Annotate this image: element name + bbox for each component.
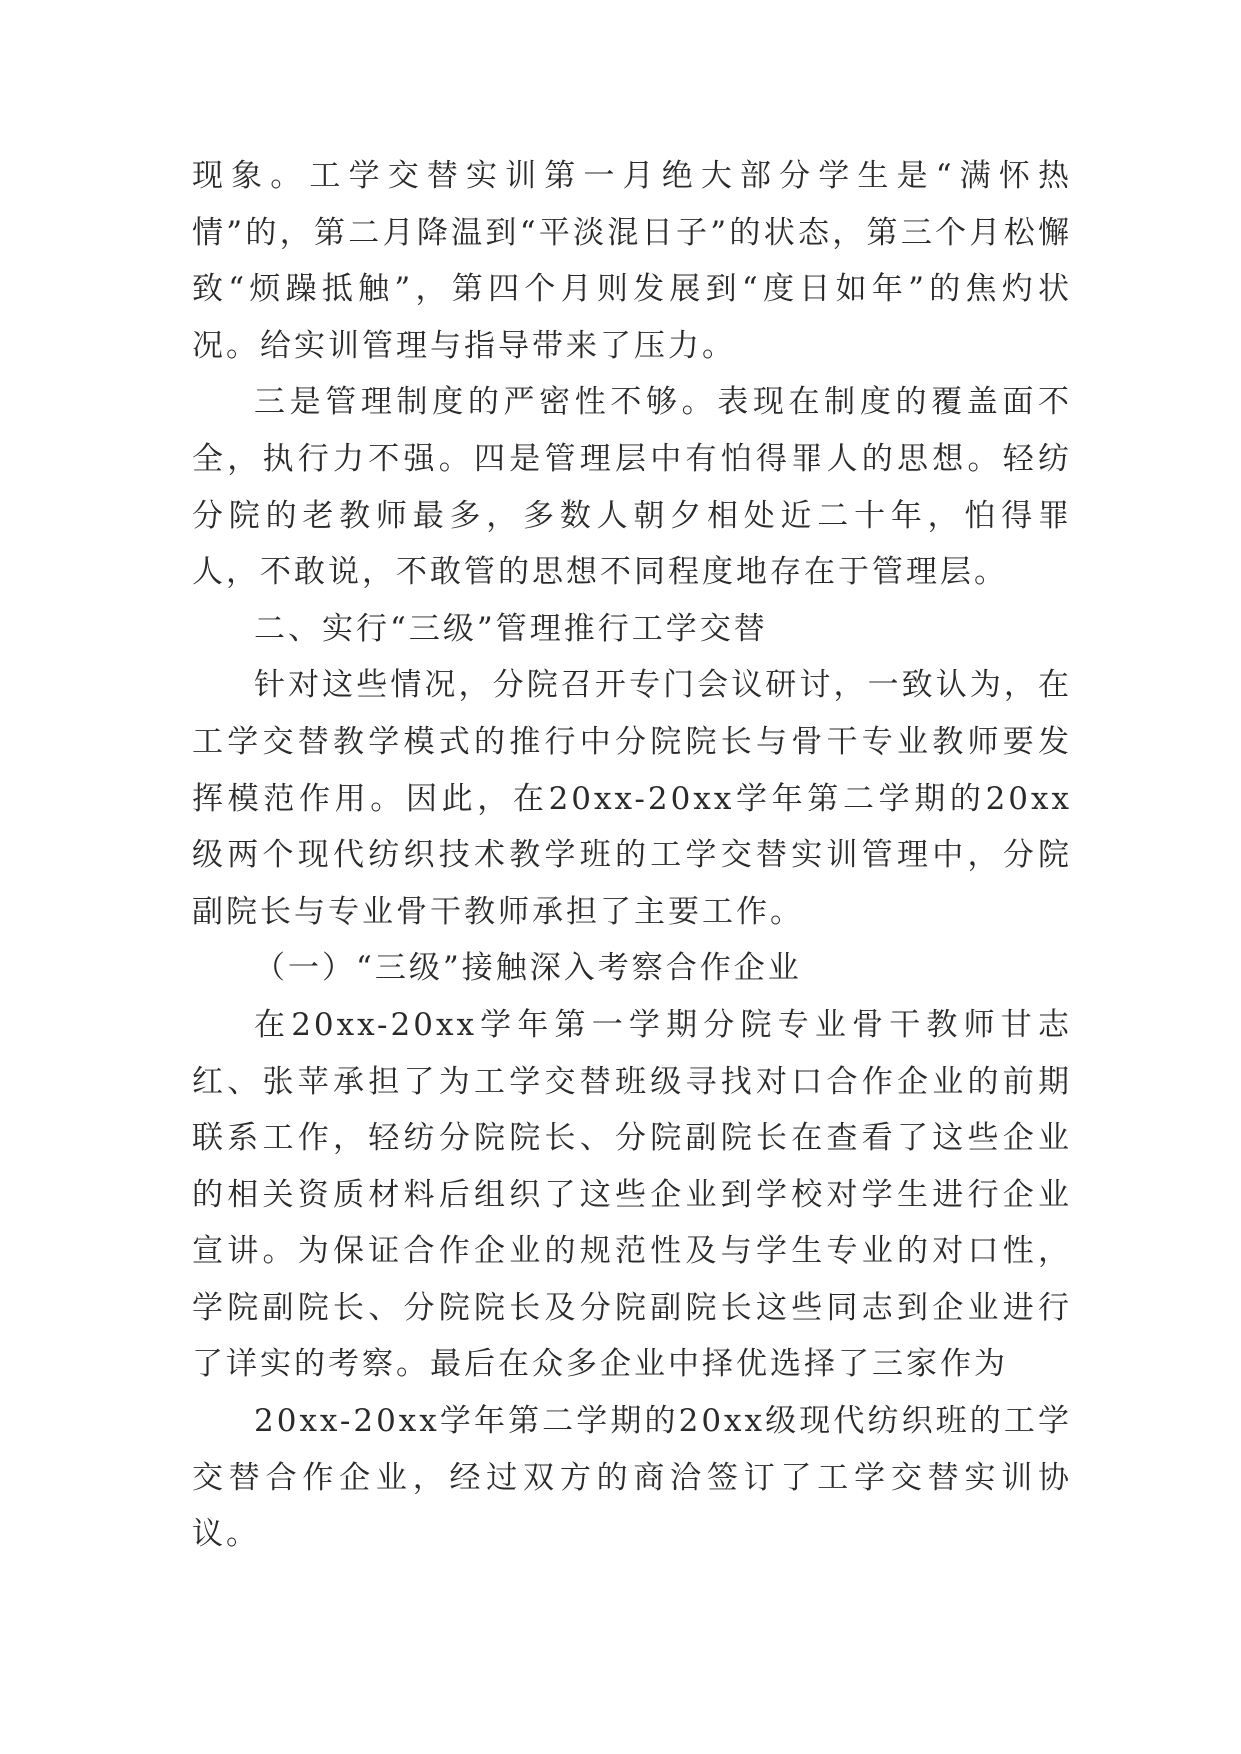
paragraph-response: 针对这些情况，分院召开专门会议研讨，一致认为，在工学交替教学模式的推行中分院院长与骨干专业教师要发挥模范作用。因此，在20xx-20xx学年第二学期的20xx级两个现代纺织技术教学班的工学交替实训管理中，分院副院长与专业骨干教师承担了主要工作。	[192, 667, 1072, 930]
paragraph-continuation: 现象。工学交替实训第一月绝大部分学生是“满怀热情”的，第二月降温到“平淡混日子”的状态，第三个月松懈致“烦躁抵触”，第四个月则发展到“度日如年”的焦灼状况。给实训管理与指导带来了压力。	[192, 158, 1072, 364]
paragraph-agreement: 20xx-20xx学年第二学期的20xx级现代纺织班的工学交替合作企业，经过双方的商洽签订了工学交替实训协议。	[192, 1403, 1072, 1553]
section-heading: 二、实行“三级”管理推行工学交替	[254, 610, 768, 647]
subsection-heading: （一）“三级”接触深入考察合作企业	[254, 950, 802, 987]
paragraph-enterprise-selection: 在20xx-20xx学年第一学期分院专业骨干教师甘志红、张苹承担了为工学交替班级寻找对口合作企业的前期联系工作，轻纺分院院长、分院副院长在查看了这些企业的相关资质材料后组织了这些企业到学校对学生进行企业宣讲。为保证合作企业的规范性及与学生专业的对口性，学院副院长、分院院长及分院副院长这些同志到企业进行了详实的考察。最后在众多企业中择优选择了三家作为	[192, 1006, 1072, 1383]
document-body	[192, 148, 1072, 1563]
paragraph-management-issues: 三是管理制度的严密性不够。表现在制度的覆盖面不全，执行力不强。四是管理层中有怕得罪人的思想。轻纺分院的老教师最多，多数人朝夕相处近二十年，怕得罪人，不敢说，不敢管的思想不同程度地存在于管理层。	[192, 384, 1072, 591]
